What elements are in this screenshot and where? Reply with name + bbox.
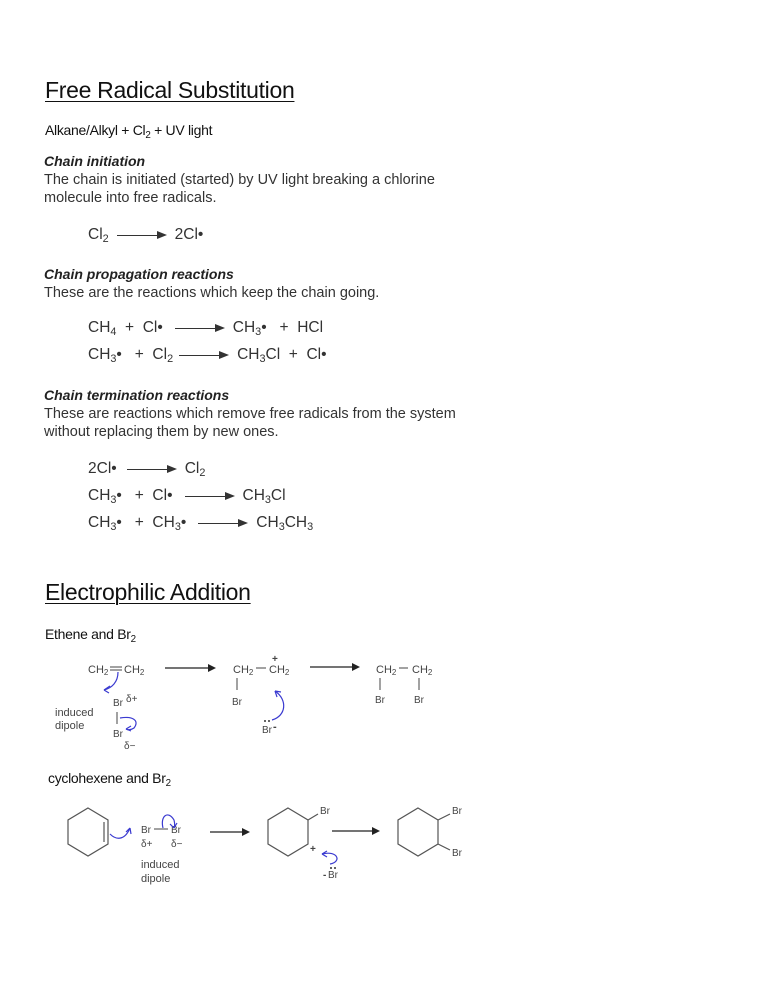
svg-text:dipole: dipole: [55, 720, 85, 732]
svg-text:Br: Br: [328, 870, 338, 881]
eq-rhs: $CH_3Cl$ + Cl•: [237, 346, 327, 365]
heading-chain-initiation: Chain initiation: [44, 153, 146, 169]
equation-termination-3: [88, 514, 313, 532]
subtitle-subscript: 2: [145, 130, 151, 141]
heading-chain-propagation: Chain propagation reactions: [44, 266, 234, 282]
svg-text:Br: Br: [141, 825, 151, 836]
svg-text:Br: Br: [113, 729, 123, 740]
section-title-electrophilic: Electrophilic Addition: [45, 579, 251, 605]
cyclohexene-label-subscript: 2: [165, 778, 171, 789]
svg-text:CH2: CH2: [233, 664, 254, 677]
reaction-arrow-icon: [117, 230, 167, 240]
svg-text:Br: Br: [452, 806, 462, 817]
svg-text:-: -: [323, 870, 327, 881]
svg-text:Br: Br: [262, 725, 272, 736]
reaction-arrow-icon: [185, 491, 235, 501]
propagation-description: These are the reactions which keep the chain going.: [44, 285, 380, 301]
svg-text:CH2: CH2: [124, 664, 145, 677]
eq-rhs: $CH_3Cl$: [242, 487, 286, 506]
reaction-arrow-icon: [198, 518, 248, 528]
reaction-arrow-icon: [175, 323, 225, 333]
induced-dipole-label: induced: [55, 707, 94, 719]
ethene-label: [45, 626, 136, 645]
eq-lhs: $CH_4$ + Cl•: [88, 319, 163, 338]
reaction-arrow-icon: [179, 350, 229, 360]
svg-text:Br: Br: [414, 695, 424, 706]
svg-text:-: -: [273, 721, 277, 733]
equation-propagation-1: [88, 319, 323, 337]
eq-lhs: 2Cl•: [88, 460, 117, 477]
equation-termination-2: [88, 487, 286, 505]
svg-text:δ+: δ+: [126, 694, 138, 705]
ethene-mechanism-diagram: [40, 650, 460, 760]
cyclohexene-ring-icon: [68, 808, 108, 856]
carbocation-ring-icon: [268, 808, 308, 856]
svg-text:dipole: dipole: [141, 873, 171, 885]
section-title-free-radical: Free Radical Substitution: [45, 77, 295, 103]
equation-propagation-2: [88, 346, 327, 364]
equation-termination-1: [88, 460, 205, 478]
ethene-reactant: CH2: [88, 664, 109, 677]
svg-text:Br: Br: [320, 806, 330, 817]
ethene-label-text: Ethene and Br: [45, 626, 131, 642]
dibromocyclohexane-ring-icon: [398, 808, 438, 856]
svg-text:Br: Br: [171, 825, 181, 836]
cyclohexene-label-text: cyclohexene and Br: [48, 770, 166, 786]
eq-rhs: $CH_3•$ + HCl: [232, 319, 324, 338]
eq-lhs: $CH_3• + Cl_2$: [88, 346, 174, 365]
svg-text:Br: Br: [375, 695, 385, 706]
equation-initiation: [88, 226, 203, 244]
svg-text:δ−: δ−: [124, 741, 136, 752]
eq-lhs: $CH_3•$ + $CH_3•$: [88, 514, 187, 533]
cyclohexene-label: [48, 770, 171, 789]
ethene-label-subscript: 2: [130, 634, 136, 645]
svg-text:CH2: CH2: [269, 664, 290, 677]
free-radical-subtitle: [45, 122, 213, 141]
heading-chain-termination: Chain termination reactions: [44, 387, 230, 403]
svg-text:induced: induced: [141, 859, 180, 871]
svg-text:δ+: δ+: [141, 839, 153, 850]
subtitle-text-post: + UV light: [150, 122, 213, 138]
reaction-arrow-icon: [127, 464, 177, 474]
eq-lhs: $CH_3•$ + Cl•: [88, 487, 173, 506]
svg-text:+: +: [272, 654, 278, 665]
svg-text:Br: Br: [452, 848, 462, 859]
svg-text:Br: Br: [232, 697, 242, 708]
initiation-description: The chain is initiated (started) by UV light breaking a chlorine molecule into free radicals.: [44, 172, 435, 206]
eq-lhs: $Cl_2$: [88, 226, 109, 245]
svg-text:Br: Br: [113, 698, 123, 709]
eq-rhs: 2Cl•: [174, 226, 204, 243]
svg-text:CH2: CH2: [376, 664, 397, 677]
svg-text:+: +: [310, 844, 316, 855]
eq-rhs: $CH_3CH_3$: [256, 514, 314, 533]
cyclohexene-mechanism-diagram: [60, 798, 480, 893]
subtitle-text: Alkane/Alkyl + Cl: [45, 122, 146, 138]
eq-rhs: $Cl_2$: [184, 460, 206, 479]
svg-text:CH2: CH2: [412, 664, 433, 677]
svg-text:δ−: δ−: [171, 839, 183, 850]
termination-description: These are reactions which remove free radicals from the system without replacing them by new ones.: [44, 406, 456, 440]
